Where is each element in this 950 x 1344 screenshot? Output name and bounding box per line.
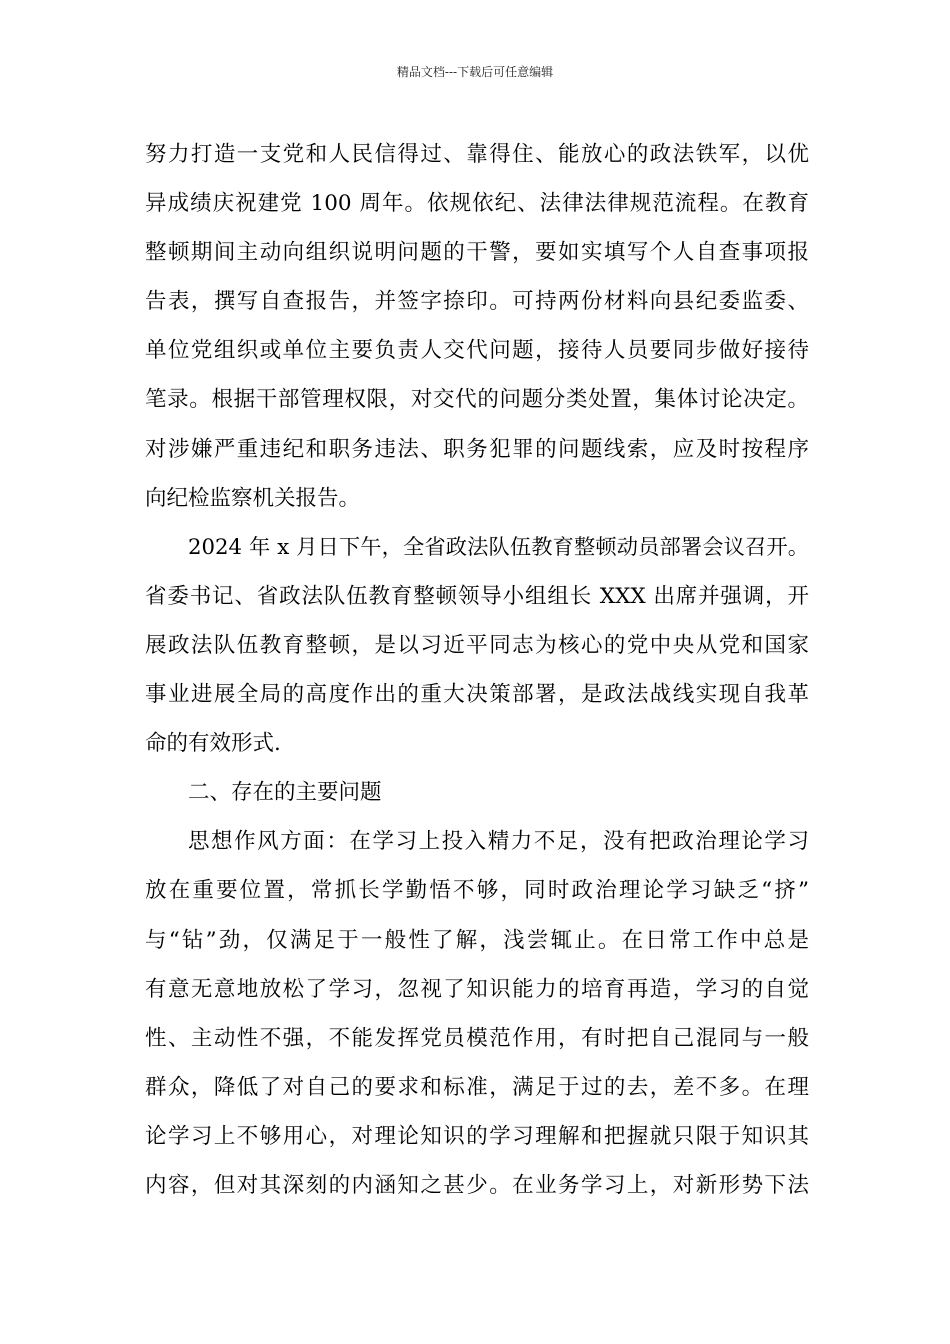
text-line: 笔录。根据干部管理权限，对交代的问题分类处置，集体讨论决定。 — [145, 387, 809, 413]
text-line: 放在重要位置，常抓长学勤悟不够，同时政治理论学习缺乏“挤” — [145, 878, 809, 904]
text-line: 命的有效形式. — [145, 731, 281, 757]
text-line: 思想作风方面：在学习上投入精力不足，没有把政治理论学习 — [188, 829, 809, 855]
text-line: 事业进展全局的高度作出的重大决策部署，是政法战线实现自我革 — [145, 682, 809, 708]
text-line: 省委书记、省政法队伍教育整顿领导小组组长 XXX 出席并强调，开 — [145, 583, 809, 609]
text-line: 有意无意地放松了学习，忽视了知识能力的培育再造，学习的自觉 — [145, 976, 809, 1002]
text-line: 论学习上不够用心，对理论知识的学习理解和把握就只限于知识其 — [145, 1123, 809, 1149]
text-line: 展政法队伍教育整顿，是以习近平同志为核心的党中央从党和国家 — [145, 632, 809, 658]
section-heading: 二、存在的主要问题 — [188, 780, 382, 806]
text-line: 内容，但对其深刻的内涵知之甚少。在业务学习上，对新形势下法 — [145, 1172, 809, 1198]
text-line: 向纪检监察机关报告。 — [145, 485, 361, 511]
text-line: 性、主动性不强，不能发挥党员模范作用，有时把自己混同与一般 — [145, 1025, 809, 1051]
text-line: 对涉嫌严重违纪和职务违法、职务犯罪的问题线索，应及时按程序 — [145, 436, 809, 462]
text-line: 单位党组织或单位主要负责人交代问题，接待人员要同步做好接待 — [145, 338, 809, 364]
text-line: 群众，降低了对自己的要求和标准，满足于过的去，差不多。在理 — [145, 1074, 809, 1100]
page-header: 精品文档---下载后可任意编辑 — [396, 65, 554, 79]
text-line: 2024 年 x 月日下午，全省政法队伍教育整顿动员部署会议召开。 — [188, 534, 809, 560]
text-line: 异成绩庆祝建党 100 周年。依规依纪、法律法律规范流程。在教育 — [145, 191, 809, 217]
text-line: 与“钻”劲，仅满足于一般性了解，浅尝辄止。在日常工作中总是 — [145, 927, 809, 953]
text-line: 告表，撰写自查报告，并签字捺印。可持两份材料向县纪委监委、 — [145, 289, 809, 315]
document-body — [145, 130, 809, 1210]
text-line: 整顿期间主动向组织说明问题的干警，要如实填写个人自查事项报 — [145, 240, 809, 266]
text-line: 努力打造一支党和人民信得过、靠得住、能放心的政法铁军，以优 — [145, 142, 809, 167]
